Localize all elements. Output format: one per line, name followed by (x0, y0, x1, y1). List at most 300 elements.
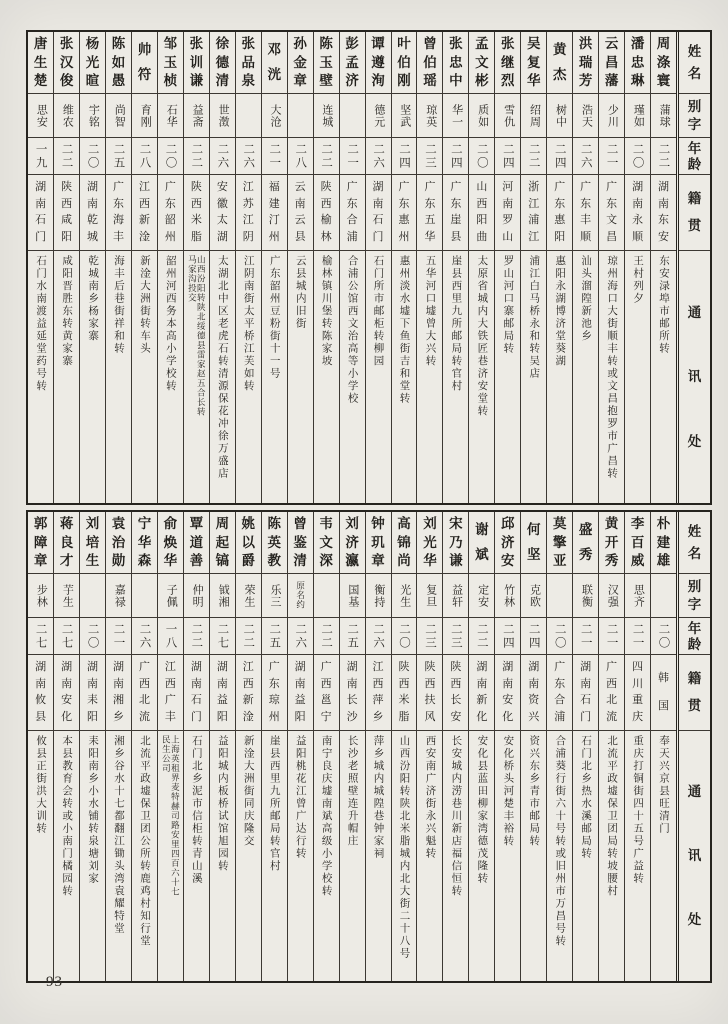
native-place: 湖 南 安 化 (54, 655, 79, 731)
person-column (416, 512, 442, 981)
age-value: 二四 (443, 138, 468, 175)
person-name: 孟 文 彬 (469, 32, 494, 94)
person-name: 孙 金 章 (288, 32, 313, 94)
address: 乾城南乡杨家寨 (87, 255, 99, 343)
address: 新淦大洲街转车头 (138, 255, 150, 355)
age-value: 二七 (210, 618, 235, 655)
person-name: 吴 复 华 (521, 32, 546, 94)
native-place: 江 苏 江 阴 (236, 175, 261, 251)
address: 耒阳南乡小水铺转泉塘刘家 (87, 735, 99, 885)
age-value: 二二 (651, 138, 676, 175)
person-column (209, 512, 235, 981)
courtesy-name: 琼英 (417, 94, 442, 138)
native-place: 湖 南 石 门 (184, 655, 209, 731)
address: 崖县西里九所邮局转官村 (268, 735, 280, 873)
person-name: 杨 光 暄 (80, 32, 105, 94)
age-value: 二〇 (80, 138, 105, 175)
age-value: 二〇 (547, 618, 572, 655)
person-column (131, 512, 157, 981)
address: 崖县西里九所邮局转官村 (450, 255, 462, 393)
person-column (287, 32, 313, 503)
courtesy-name (547, 574, 572, 618)
address: 榆林镇川堡转陈家坡 (320, 255, 332, 368)
address: 罗山河口寨邮局转 (502, 255, 514, 355)
person-column (183, 512, 209, 981)
age-value: 二六 (366, 138, 391, 175)
header-age-label: 年 龄 (679, 138, 710, 175)
age-value: 二二 (54, 138, 79, 175)
courtesy-name: 德元 (366, 94, 391, 138)
person-name: 张 训 谦 (184, 32, 209, 94)
age-value: 二五 (262, 618, 287, 655)
courtesy-name (288, 94, 313, 138)
age-value: 二六 (288, 618, 313, 655)
courtesy-name: 衡持 (366, 574, 391, 618)
person-column (79, 512, 105, 981)
native-place: 湖 南 益 阳 (288, 655, 313, 731)
courtesy-name: 原名约 (288, 574, 313, 618)
native-place: 广 东 海 丰 (106, 175, 131, 251)
address: 长沙老照壁连升帽庄 (346, 735, 358, 848)
address: 太湖北中区老虎石转清源保花冲徐万盛店 (216, 255, 228, 480)
age-value: 二五 (106, 138, 131, 175)
courtesy-name: 瑾如 (625, 94, 650, 138)
person-name: 叶 伯 刚 (392, 32, 417, 94)
courtesy-name: 维农 (54, 94, 79, 138)
courtesy-name: 子佩 (158, 574, 183, 618)
courtesy-name: 益斋 (184, 94, 209, 138)
address: 西安南广济街永兴魁转 (424, 735, 436, 860)
directory-table-bottom (26, 510, 712, 983)
header-courtesy-name-label: 别 字 (679, 94, 710, 138)
native-place: 安 徽 太 湖 (210, 175, 235, 251)
person-column (131, 32, 157, 503)
native-place: 湖 南 乾 城 (80, 175, 105, 251)
courtesy-name (132, 574, 157, 618)
address: 山西汾阳转陕北绥德县雷家赵五合长转 马家沟投交 (187, 255, 207, 417)
age-value: 二四 (495, 618, 520, 655)
courtesy-name (80, 574, 105, 618)
native-place: 陕 西 榆 林 (314, 175, 339, 251)
person-name: 张 继 烈 (495, 32, 520, 94)
native-place: 广 西 北 流 (132, 655, 157, 731)
person-column (287, 512, 313, 981)
age-value: 二八 (288, 138, 313, 175)
courtesy-name: 坚武 (392, 94, 417, 138)
address: 长安城内涝巷川新店福信恒转 (450, 735, 462, 898)
address: 攸县正街洪大训转 (35, 735, 47, 835)
courtesy-name: 荣生 (236, 574, 261, 618)
native-place: 陕 西 扶 风 (417, 655, 442, 731)
courtesy-name: 嘉禄 (106, 574, 131, 618)
address: 安化县蓝田柳家湾德茂隆转 (476, 735, 488, 885)
address: 北流平政墟保卫团公所转鹿鸡村知行堂 (138, 735, 150, 948)
courtesy-name: 克欧 (521, 574, 546, 618)
person-column (442, 32, 468, 503)
native-place: 广 东 崖 县 (443, 175, 468, 251)
person-name: 周 涤 寰 (651, 32, 676, 94)
person-column (183, 32, 209, 503)
native-place: 江 西 新 淦 (236, 655, 261, 731)
header-age-label: 年 龄 (679, 618, 710, 655)
address: 上海英租界麦特赫司路安里四百六十七 民生公司 (161, 735, 181, 897)
age-value: 二四 (521, 618, 546, 655)
age-value: 二三 (443, 618, 468, 655)
courtesy-name: 思安 (28, 94, 53, 138)
person-name: 韦 文 深 (314, 512, 339, 574)
courtesy-name: 汉强 (599, 574, 624, 618)
person-column (339, 512, 365, 981)
native-place: 湖 南 攸 县 (28, 655, 53, 731)
page-number: 93 (46, 974, 63, 990)
native-place: 韩 国 (651, 655, 676, 731)
address: 王村列夕 (632, 255, 644, 305)
age-value: 一八 (158, 618, 183, 655)
age-value: 二〇 (469, 138, 494, 175)
person-name: 宋 乃 谦 (443, 512, 468, 574)
courtesy-name: 大沧 (262, 94, 287, 138)
address: 石门北乡泥市信柜转青山溪 (190, 735, 202, 885)
address: 合浦葵行街六十号转或旧州市万昌号转 (554, 735, 566, 948)
courtesy-name (340, 94, 365, 138)
person-name: 洪 瑞 芳 (573, 32, 598, 94)
address: 益阳桃花江曾广达行转 (294, 735, 306, 860)
person-column (53, 512, 79, 981)
courtesy-name: 复旦 (417, 574, 442, 618)
age-value: 二二 (184, 618, 209, 655)
courtesy-name: 思齐 (625, 574, 650, 618)
courtesy-name: 定安 (469, 574, 494, 618)
native-place: 湖 南 石 门 (573, 655, 598, 731)
address: 汕头溜隍新池乡 (580, 255, 592, 343)
person-name: 姚 以 爵 (236, 512, 261, 574)
courtesy-name: 雪仇 (495, 94, 520, 138)
courtesy-name: 石华 (158, 94, 183, 138)
native-place: 广 东 文 昌 (599, 175, 624, 251)
person-column (442, 512, 468, 981)
address: 五华河口墟曾大兴转 (424, 255, 436, 368)
age-value: 二六 (573, 138, 598, 175)
native-place: 湖 南 长 沙 (340, 655, 365, 731)
person-column (365, 32, 391, 503)
address: 北流平政墟保卫团局转坡腰村 (606, 735, 618, 898)
age-value: 二一 (106, 618, 131, 655)
courtesy-name: 浩天 (573, 94, 598, 138)
address: 江阴南街太平桥江芙如转 (242, 255, 254, 393)
address: 云县城内旧街 (294, 255, 306, 330)
person-column (624, 512, 650, 981)
header-name-label: 姓 名 (679, 512, 710, 574)
person-name: 潘 忠 琳 (625, 32, 650, 94)
courtesy-name: 联衡 (573, 574, 598, 618)
person-name: 邱 济 安 (495, 512, 520, 574)
native-place: 湖 南 安 化 (495, 655, 520, 731)
native-place: 河 南 罗 山 (495, 175, 520, 251)
address: 东安渌埠市邮所转 (658, 255, 670, 355)
age-value: 二二 (521, 138, 546, 175)
courtesy-name: 益轩 (443, 574, 468, 618)
person-column (546, 512, 572, 981)
age-value: 二〇 (158, 138, 183, 175)
age-value: 二一 (599, 618, 624, 655)
person-name: 莫 擎 亚 (547, 512, 572, 574)
native-place: 山 西 阳 曲 (469, 175, 494, 251)
native-place: 湖 南 湘 乡 (106, 655, 131, 731)
address: 奉天兴京县旺清门 (658, 735, 670, 835)
native-place: 湖 南 永 顺 (625, 175, 650, 251)
courtesy-name: 宇铭 (80, 94, 105, 138)
courtesy-name: 育刚 (132, 94, 157, 138)
courtesy-name: 乐三 (262, 574, 287, 618)
courtesy-name: 步林 (28, 574, 53, 618)
person-name: 云 昌 藩 (599, 32, 624, 94)
age-value: 二四 (495, 138, 520, 175)
native-place: 湖 南 益 阳 (210, 655, 235, 731)
person-name: 唐 生 楚 (28, 32, 53, 94)
courtesy-name: 国基 (340, 574, 365, 618)
person-column (416, 32, 442, 503)
person-column (572, 32, 598, 503)
native-place: 湖 南 石 门 (366, 175, 391, 251)
person-column (209, 32, 235, 503)
age-value: 一九 (28, 138, 53, 175)
age-value: 二二 (314, 138, 339, 175)
native-place: 陕 西 米 脂 (184, 175, 209, 251)
courtesy-name: 芋生 (54, 574, 79, 618)
person-name: 陈 英 教 (262, 512, 287, 574)
person-name: 俞 焕 华 (158, 512, 183, 574)
age-value: 二三 (417, 138, 442, 175)
address: 石门水南渡益延堂药号转 (35, 255, 47, 393)
person-name: 陈 如 愚 (106, 32, 131, 94)
person-name: 刘 培 生 (80, 512, 105, 574)
native-place: 广 东 丰 顺 (573, 175, 598, 251)
age-value: 二六 (132, 618, 157, 655)
age-value: 二六 (210, 138, 235, 175)
address: 惠阳永湖博济堂葵湖 (554, 255, 566, 368)
person-column (28, 512, 53, 981)
native-place: 江 西 广 丰 (158, 655, 183, 731)
native-place: 广 东 韶 州 (158, 175, 183, 251)
person-column (520, 32, 546, 503)
courtesy-name: 世澂 (210, 94, 235, 138)
person-name: 帅 符 (132, 32, 157, 94)
person-column (157, 32, 183, 503)
address: 资兴东乡青市邮局转 (528, 735, 540, 848)
courtesy-name (236, 94, 261, 138)
person-name: 张 汉 俊 (54, 32, 79, 94)
address: 惠州淡水墟下鱼街吉和堂转 (398, 255, 410, 405)
person-name: 钟 玑 章 (366, 512, 391, 574)
person-column (79, 32, 105, 503)
address: 琼州海口大街顺丰转或文昌抱罗市广昌转 (606, 255, 618, 480)
native-place: 陕 西 米 脂 (392, 655, 417, 731)
person-name: 黄 杰 (547, 32, 572, 94)
age-value: 二二 (314, 618, 339, 655)
address: 山西汾阳转陕北米脂城内北大街二十八号 (398, 735, 410, 960)
address: 浦江白马桥永和转吴店 (528, 255, 540, 380)
address: 本县教育会转或小南门橘园转 (61, 735, 73, 898)
person-column (650, 512, 676, 981)
age-value: 二一 (340, 138, 365, 175)
native-place: 湖 南 东 安 (651, 175, 676, 251)
age-value: 二五 (340, 618, 365, 655)
person-name: 徐 德 清 (210, 32, 235, 94)
age-value: 二〇 (392, 618, 417, 655)
native-place: 湖 南 石 门 (28, 175, 53, 251)
address: 南宁良庆墟南斌高级小学校转 (320, 735, 332, 898)
courtesy-name (314, 574, 339, 618)
address: 石门北乡热水溪邮局转 (580, 735, 592, 860)
native-place: 广 东 惠 州 (392, 175, 417, 251)
native-place: 广 西 北 流 (599, 655, 624, 731)
person-name: 曾 伯 瑶 (417, 32, 442, 94)
courtesy-name: 钺湘 (210, 574, 235, 618)
person-column (105, 32, 131, 503)
age-value: 二七 (54, 618, 79, 655)
courtesy-name: 华一 (443, 94, 468, 138)
age-value: 二〇 (625, 138, 650, 175)
row-header-column (676, 512, 710, 981)
age-value: 二六 (366, 618, 391, 655)
address: 广东韶州豆粉街十一号 (268, 255, 280, 380)
person-column (598, 512, 624, 981)
age-value: 二六 (236, 138, 261, 175)
person-column (261, 32, 287, 503)
address: 海丰后巷街祥和转 (113, 255, 125, 355)
person-column (468, 32, 494, 503)
age-value: 二四 (392, 138, 417, 175)
native-place: 福 建 汀 州 (262, 175, 287, 251)
person-name: 蒋 良 才 (54, 512, 79, 574)
person-column (598, 32, 624, 503)
native-place: 广 东 五 华 (417, 175, 442, 251)
person-name: 盛 秀 (573, 512, 598, 574)
address: 咸阳晋胜东转黄家寨 (61, 255, 73, 368)
person-name: 曾 鉴 清 (288, 512, 313, 574)
age-value: 二二 (469, 618, 494, 655)
person-column (235, 512, 261, 981)
age-value: 二一 (625, 618, 650, 655)
person-column (157, 512, 183, 981)
courtesy-name: 绍周 (521, 94, 546, 138)
native-place: 广 东 惠 阳 (547, 175, 572, 251)
person-column (261, 512, 287, 981)
person-column (546, 32, 572, 503)
courtesy-name: 光生 (392, 574, 417, 618)
header-native-place-label: 籍 贯 (679, 655, 710, 731)
person-column (313, 32, 339, 503)
person-column (105, 512, 131, 981)
person-name: 彭 孟 济 (340, 32, 365, 94)
person-column (624, 32, 650, 503)
courtesy-name: 竹林 (495, 574, 520, 618)
courtesy-name: 蒲球 (651, 94, 676, 138)
age-value: 二一 (262, 138, 287, 175)
native-place: 湖 南 资 兴 (521, 655, 546, 731)
native-place: 广 东 琼 州 (262, 655, 287, 731)
person-name: 郭 障 章 (28, 512, 53, 574)
address: 韶州河西务本高小学校转 (164, 255, 176, 393)
age-value: 二四 (547, 138, 572, 175)
native-place: 江 西 新 淦 (132, 175, 157, 251)
person-name: 邹 玉 桢 (158, 32, 183, 94)
address: 合浦公馆西文治高等小学校 (346, 255, 358, 405)
person-name: 袁 治 勋 (106, 512, 131, 574)
header-name-label: 姓 名 (679, 32, 710, 94)
courtesy-name: 树中 (547, 94, 572, 138)
person-name: 宁 华 森 (132, 512, 157, 574)
age-value: 二二 (236, 618, 261, 655)
header-courtesy-name-label: 别 字 (679, 574, 710, 618)
person-name: 何 坚 (521, 512, 546, 574)
directory-table-top (26, 30, 712, 505)
age-value: 二〇 (80, 618, 105, 655)
person-name: 周 起 镐 (210, 512, 235, 574)
person-column (53, 32, 79, 503)
person-name: 张 品 泉 (236, 32, 261, 94)
person-column (494, 32, 520, 503)
person-name: 覃 道 善 (184, 512, 209, 574)
age-value: 二七 (28, 618, 53, 655)
courtesy-name: 尚智 (106, 94, 131, 138)
person-column (391, 512, 417, 981)
courtesy-name (651, 574, 676, 618)
address: 益阳城内板桥试馆旭园转 (216, 735, 228, 873)
native-place: 广 东 合 浦 (547, 655, 572, 731)
age-value: 二〇 (651, 618, 676, 655)
address: 萍乡城内城隍巷钟家祠 (372, 735, 384, 860)
native-place: 广 西 邕 宁 (314, 655, 339, 731)
person-column (572, 512, 598, 981)
person-name: 陈 玉 壁 (314, 32, 339, 94)
person-column (494, 512, 520, 981)
header-native-place-label: 籍 贯 (679, 175, 710, 251)
native-place: 湖 南 耒 阳 (80, 655, 105, 731)
address: 重庆打铜街四十五号广益转 (632, 735, 644, 885)
person-column (235, 32, 261, 503)
person-column (650, 32, 676, 503)
person-column (520, 512, 546, 981)
address: 湘乡谷水十七都翻江锄头湾袁耀特堂 (113, 735, 125, 935)
age-value: 二一 (573, 618, 598, 655)
age-value: 二一 (599, 138, 624, 175)
person-name: 张 忠 中 (443, 32, 468, 94)
native-place: 广 东 合 浦 (340, 175, 365, 251)
address: 新淦大洲街同庆隆交 (242, 735, 254, 848)
person-name: 朴 建 雄 (651, 512, 676, 574)
person-column (468, 512, 494, 981)
age-value: 二三 (417, 618, 442, 655)
courtesy-name: 少川 (599, 94, 624, 138)
person-column (28, 32, 53, 503)
native-place: 浙 江 浦 江 (521, 175, 546, 251)
person-name: 谢 斌 (469, 512, 494, 574)
person-name: 高 锦 尚 (392, 512, 417, 574)
person-column (365, 512, 391, 981)
row-header-column (676, 32, 710, 503)
person-column (391, 32, 417, 503)
person-name: 刘 济 瀛 (340, 512, 365, 574)
courtesy-name: 仲明 (184, 574, 209, 618)
person-name: 李 百 威 (625, 512, 650, 574)
age-value: 二二 (184, 138, 209, 175)
person-column (313, 512, 339, 981)
native-place: 四 川 重 庆 (625, 655, 650, 731)
age-value: 二八 (132, 138, 157, 175)
native-place: 陕 西 长 安 (443, 655, 468, 731)
person-column (339, 32, 365, 503)
